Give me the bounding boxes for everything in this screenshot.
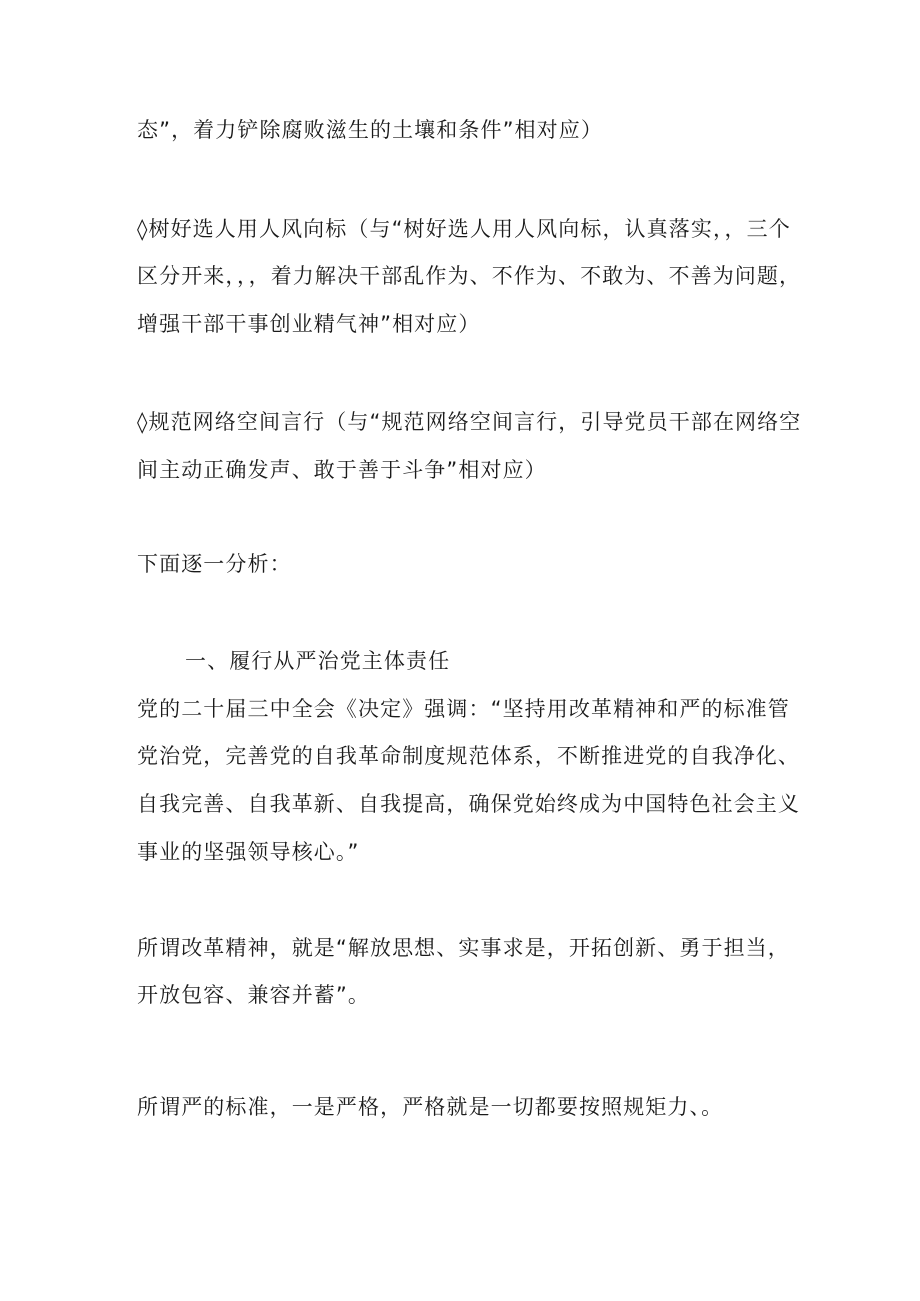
quote-paragraph-line-3: 自我完善、自我革新、自我提高，确保党始终成为中国特色社会主义 xyxy=(137,792,800,816)
section-heading: 一、履行从严治党主体责任 xyxy=(185,649,451,673)
bullet-paragraph-selection-line-3: 增强干部干事创业精气神”相对应） xyxy=(137,312,481,336)
paragraph-continuation-line: 态”，着力铲除腐败滋生的土壤和条件”相对应） xyxy=(137,118,603,142)
bullet-paragraph-network-line-1: ◊规范网络空间言行（与“规范网络空间言行，引导党员干部在网络空 xyxy=(137,410,802,434)
reform-spirit-line-2: 开放包容、兼容并蓄”。 xyxy=(137,983,370,1007)
strict-standard-line: 所谓严的标准，一是严格，严格就是一切都要按照规矩力、。 xyxy=(137,1095,724,1119)
quote-paragraph-line-4: 事业的坚强领导核心。” xyxy=(137,840,360,864)
reform-spirit-line-1: 所谓改革精神，就是“解放思想、实事求是，开拓创新、勇于担当， xyxy=(137,936,790,960)
intro-line: 下面逐一分析： xyxy=(137,552,292,576)
bullet-paragraph-network-line-2: 间主动正确发声、敢于善于斗争”相对应） xyxy=(137,458,547,482)
quote-paragraph-line-1: 党的二十届三中全会《决定》强调：“坚持用改革精神和严的标准管 xyxy=(137,697,790,721)
quote-paragraph-line-2: 党治党，完善党的自我革命制度规范体系，不断推进党的自我净化、 xyxy=(137,744,800,768)
bullet-paragraph-selection-line-1: ◊树好选人用人风向标（与“树好选人用人风向标，认真落实，，三个 xyxy=(137,217,791,241)
bullet-paragraph-selection-line-2: 区分开来，，，着力解决干部乱作为、不作为、不敢为、不善为问题， xyxy=(137,264,802,288)
